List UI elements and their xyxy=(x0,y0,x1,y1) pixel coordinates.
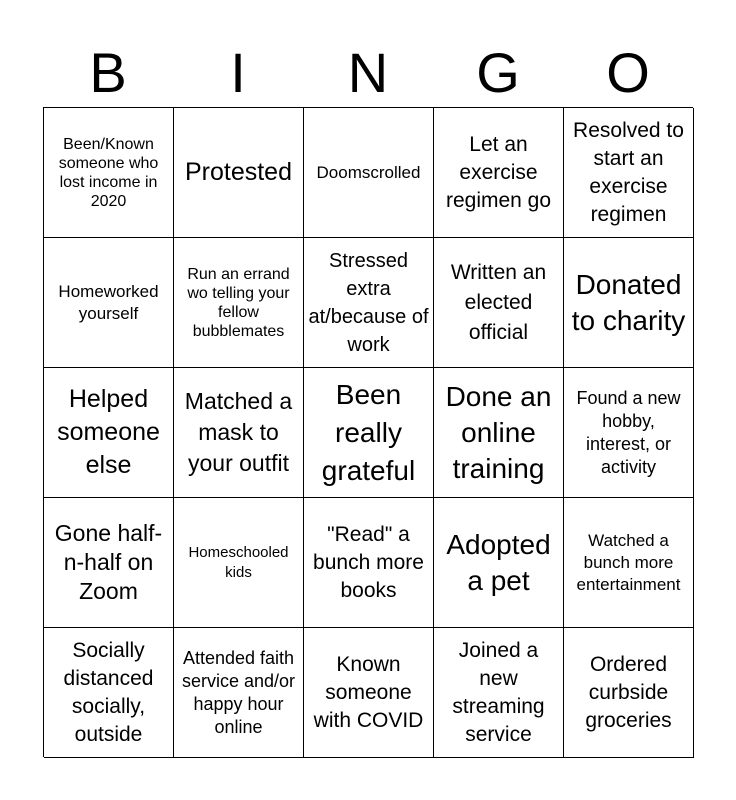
bingo-cell[interactable] xyxy=(44,628,174,758)
cell-text: Homeworked yourself xyxy=(58,281,159,323)
bingo-cell[interactable] xyxy=(304,108,434,238)
bingo-cell[interactable] xyxy=(44,238,174,368)
cell-text: Homeschooled kids xyxy=(188,543,289,581)
header-letter-i: I xyxy=(230,41,246,104)
cell-text: Written an elected official xyxy=(450,260,547,344)
cell-text: Been really grateful xyxy=(321,378,416,486)
bingo-cell[interactable] xyxy=(434,108,564,238)
bingo-header xyxy=(43,40,693,106)
bingo-cell[interactable] xyxy=(44,498,174,628)
bingo-cell[interactable] xyxy=(174,238,304,368)
cell-text: Doomscrolled xyxy=(316,162,421,182)
bingo-cell[interactable] xyxy=(564,238,694,368)
cell-text: Helped someone else xyxy=(57,385,160,479)
bingo-cell[interactable] xyxy=(44,108,174,238)
cell-text: Gone half-n-half on Zoom xyxy=(54,520,163,604)
bingo-cell[interactable] xyxy=(564,108,694,238)
header-letter-b: B xyxy=(89,41,127,104)
header-letter-o: O xyxy=(606,41,650,104)
cell-text: Known someone with COVID xyxy=(313,652,424,732)
bingo-cell[interactable] xyxy=(304,368,434,498)
bingo-cell[interactable] xyxy=(564,498,694,628)
cell-text: Stressed extra at/because of work xyxy=(308,249,429,356)
cell-text: Attended faith service and/or happy hour online xyxy=(181,647,296,737)
bingo-cell[interactable] xyxy=(174,368,304,498)
bingo-cell[interactable] xyxy=(434,628,564,758)
bingo-cell[interactable] xyxy=(304,628,434,758)
bingo-cell[interactable] xyxy=(434,368,564,498)
bingo-cell[interactable] xyxy=(564,368,694,498)
cell-text: Watched a bunch more entertainment xyxy=(576,530,681,594)
header-letter-n: N xyxy=(347,41,389,104)
cell-text: Adopted a pet xyxy=(446,528,551,596)
cell-text: Matched a mask to your outfit xyxy=(184,388,293,476)
cell-text: Socially distanced socially, outside xyxy=(63,638,154,746)
cell-text: Run an errand wo telling your fellow bubblemates xyxy=(187,265,290,340)
cell-text: Found a new hobby, interest, or activity xyxy=(576,387,681,477)
bingo-cell[interactable] xyxy=(564,628,694,758)
bingo-board xyxy=(43,107,693,757)
bingo-cell[interactable] xyxy=(174,628,304,758)
cell-text: Done an online training xyxy=(445,380,552,484)
cell-text: Joined a new streaming service xyxy=(452,638,545,746)
bingo-cell[interactable] xyxy=(434,238,564,368)
cell-text: Donated to charity xyxy=(571,268,686,336)
bingo-cell[interactable] xyxy=(174,108,304,238)
bingo-cell[interactable] xyxy=(304,238,434,368)
header-letter-g: G xyxy=(476,41,520,104)
cell-text: Resolved to start an exercise regimen xyxy=(573,118,684,226)
bingo-cell[interactable] xyxy=(174,498,304,628)
cell-text: Been/Known someone who lost income in 2020 xyxy=(58,135,159,210)
bingo-cell[interactable] xyxy=(44,368,174,498)
cell-text: Let an exercise regimen go xyxy=(445,132,552,212)
bingo-cell[interactable] xyxy=(304,498,434,628)
cell-text: Ordered curbside groceries xyxy=(585,652,672,732)
bingo-cell[interactable] xyxy=(434,498,564,628)
cell-text: "Read" a bunch more books xyxy=(313,522,424,602)
cell-text: Protested xyxy=(184,158,292,186)
